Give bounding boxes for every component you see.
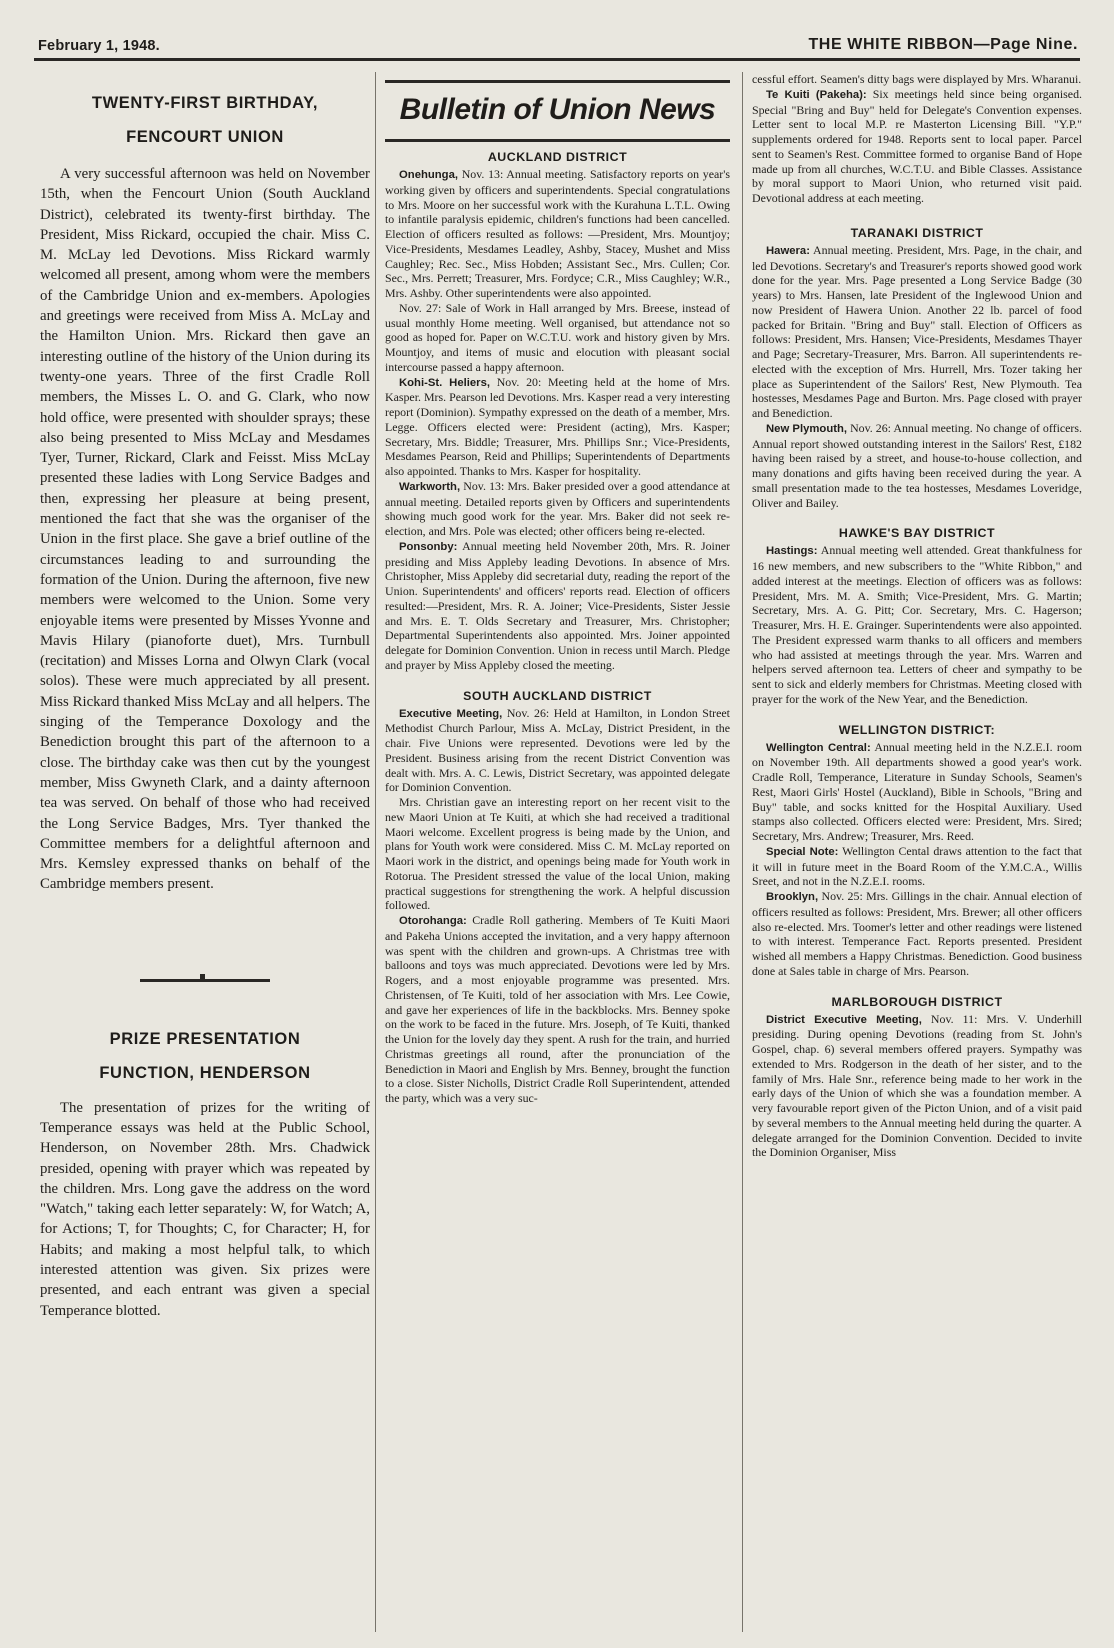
report-paragraph (752, 421, 1082, 511)
article-title: PRIZE PRESENTATION (109, 1029, 301, 1048)
report-paragraph (752, 72, 1082, 87)
report-text: cessful effort. Seamen's ditty bags were displayed by Mrs. Wharanui. (752, 72, 1082, 86)
district-section (752, 226, 1082, 519)
union-name: District Executive Meeting, (766, 1013, 922, 1026)
union-name: Te Kuiti (Pakeha): (766, 88, 867, 101)
report-text: Nov. 20: Meeting held at the home of Mrs. Kasper. Mrs. Pearson led Devotions. Mrs. Kasper read a very interesting report (Dominion). Sympathy expressed on the death of a member, Mrs. Legge. Officers elected were: President (acting), Mrs. Kasper; Secretary, Mrs. Biddle; Treasurer, Mrs. Phillips Snr.; Vice-Presidents, Mesdames Pearson, Reid and Phillips; Superintendents of Departments also appointed. Thanks to Mrs. Kasper for hospitality. (385, 374, 730, 478)
right-column (752, 72, 1082, 1168)
middle-column (385, 72, 730, 1114)
report-paragraph (385, 167, 730, 301)
report-paragraph (385, 375, 730, 479)
report-text: Nov. 25: Mrs. Gillings in the chair. Annual election of officers resulted as follows: President, Mrs. Brewer; all other officers also re-elected. Mrs. Toomer's letter and other readings were listened to with interest. Temperance Fact. Reports presented. President wished all members a Happy Christmas. Benediction. Good business done at Sales table in charge of Mrs. Pearson. (752, 889, 1082, 978)
union-name: New Plymouth, (766, 422, 848, 435)
report-text: Nov. 26: Annual meeting. No change of officers. Annual report showed outstanding interest in the Sailors' Rest, £182 having been raised by a street, and house-to-house collection, and many donations and gifts having been received during the year. A small presentation made to the tea hostesses, Mesdames Loveridge, Oliver and Bailey. (752, 420, 1082, 510)
report-text: Six meetings held since being organised. Special "Bring and Buy" held for Delegate's Convention expenses. Letter sent to local M.P. re Masterton Licensing Bill. "Y.P." supplements ordered for 1948. Reports sent to local paper. Parcel sent to Seamen's Rest. Committee formed to organise Band of Hope made up from all churches, W.C.T.U. and Bible Classes. Assistance by moral support to Maori Union, who returned visit paid. Devotional address at each meeting. (752, 86, 1082, 205)
district-section (752, 995, 1082, 1169)
report-paragraph (385, 301, 730, 375)
report-paragraph (385, 479, 730, 539)
union-name: Hawera: (766, 244, 810, 257)
report-text: Annual meeting held in the N.Z.E.I. room on November 19th. All departments showed a good year's work. Cradle Roll, Temperance, Literature in Sunday Schools, Seamen's Rest, Maori Girls' Hostel (Auckland), Bible in Schools, "Bring and Buy" table, and socks knitted for the Hospital Auxiliary. Used stamps also collected. Officers elected were: President, Mrs. Sired; Secretary, Mrs. Andrew; Treasurer, Mrs. Reed. (752, 739, 1082, 843)
district-heading: HAWKE'S BAY DISTRICT (838, 526, 996, 541)
union-name: Wellington Central: (766, 741, 871, 754)
report-paragraph (752, 243, 1082, 421)
report-text: Wellington Cental draws attention to the fact that it will in future meet in the Board Room of the Y.M.C.A., Willis Sreet, and not in the N.Z.E.I. rooms. (752, 843, 1082, 889)
page-label: THE WHITE RIBBON—Page Nine. (808, 36, 1078, 53)
left-column (40, 72, 370, 1321)
article-title: TWENTY-FIRST BIRTHDAY, (91, 94, 319, 112)
district-heading: AUCKLAND DISTRICT (487, 150, 628, 164)
report-paragraph (752, 889, 1082, 979)
report-paragraph (385, 706, 730, 796)
report-text: Nov. 13: Mrs. Baker presided over a good attendance at annual meeting. Detailed reports given by Officers and superintendents showing much good work for the year. Mrs. Baker did not seek re-election, and Mrs. Pole was elected; other officers being re-elected. (385, 478, 730, 538)
union-name: Kohi-St. Heliers, (399, 376, 490, 389)
district-section (385, 150, 730, 681)
divider-ornament (140, 979, 270, 982)
report-text: Nov. 13: Annual meeting. Satisfactory reports on year's working given by officers and superintendents. Special congratulations to Mrs. Moore on her successful work with the Kurahuna L.T.L. Owing to infantile paralysis epidemic, children's functions had been cancelled. Election of officers resulted as follows: —President, Mrs. Mountjoy; Vice-Presidents, Mesdames Leadley, Ashby, Stacey, Mushet and Miss Caughley; Rec. Sec., Miss Hobden; Assistant Sec., Mrs. Cullen; Cor. Sec., Mrs. Perrett; Treasurer, Mrs. Fordyce; C.R., Miss Caughley; W.R., Mrs. Ashby. Other superintendents were also appointed. (385, 167, 730, 300)
report-text: Mrs. Christian gave an interesting report on her recent visit to the new Maori Union at Te Kuiti, at which she had received a traditional Maori welcome. Excellent progress is being made by the Union, and plans for Youth work were considered. Miss C. M. McLay reported on Maori work in the district, and openings being made for Youth work in Rotorua. The President stressed the value of the local Union, making practical suggestions for strengthening the work. A helpful discussion followed. (385, 795, 730, 913)
report-text: Nov. 27: Sale of Work in Hall arranged by Mrs. Breese, instead of usual monthly Home meeting. Well organised, but attendance not so good as hoped for. Paper on W.C.T.U. work and history given by Mrs. Mountjoy, and items of music and elocution with pleasant social intercourse passed a happy afternoon. (385, 300, 730, 374)
report-paragraph (385, 795, 730, 913)
column-divider (375, 72, 376, 1632)
report-text: Nov. 11: Mrs. V. Underhill presiding. During opening Devotions (reading from St. John's Gospel, chap. 6) several members offered prayers. Sympathy was extended to Mrs. Rodgerson in the death of her sister, and to the family of Mrs. Hale Snr., reference being made to her work in the early days of the Union of which she was a foundation member. A very favourable report given of the Picton Union, and of a visit paid by several members to the Annual meeting held during the quarter. A delegate arranged for the Dominion Convention. Decided to invite the Dominion Organiser, Miss (752, 1011, 1082, 1160)
report-text: Annual meeting. President, Mrs. Page, in the chair, and led Devotions. Secretary's and Treasurer's reports showed good work done for the year. Mrs. Page presented a Long Service Badge (30 years) to Mrs. Hansen, late President of the Inglewood Union and now President of Hawera Union. Another 22 lb. parcel of food packed for Britain. "Bring and Buy" stall. Election of Officers as follows: President, Mrs. Hansen; Vice-Presidents, Mesdames Thayer and Page; Secretary-Treasurer, Mrs. Barron. All superintendents re-elected with the exception of Mrs. Hurrell, Mrs. Tozer taking her place as Superintendent of the Sailors' Rest, New Plymouth. Tea hostesses, Mesdames Page and Burton. Mrs. Page closed with prayer and Benediction. (752, 242, 1082, 420)
union-name: Otorohanga: (399, 915, 467, 927)
report-paragraph (385, 913, 730, 1106)
district-heading: MARLBOROUGH DISTRICT (831, 994, 1003, 1009)
report-text: Nov. 26: Held at Hamilton, in London Street Methodist Church Parlour, Miss A. McLay, District President, in the chair. Five Unions were represented. Devotions were led by the President. Business arising from the recent District Convention was dealt with. Mrs. A. C. Lewis, District Secretary, was appointed delegate for Dominion Convention. (385, 705, 730, 795)
district-section (752, 723, 1082, 987)
union-name: Ponsonby: (399, 540, 458, 553)
union-name: Special Note: (766, 845, 839, 858)
article-title: FUNCTION, HENDERSON (99, 1063, 311, 1082)
report-paragraph (385, 539, 730, 673)
union-name: Warkworth, (399, 480, 461, 493)
column-divider (742, 72, 743, 1632)
district-sections (385, 150, 730, 1114)
continued-report (752, 72, 1082, 218)
report-text: Annual meeting held November 20th, Mrs. R. Joiner presiding and Miss Appleby leading Devotions. In absence of Mrs. Christopher, Miss Appleby did secretarial duty, reading the report of the Union. Superintendents' and officers' reports read. Election of officers resulted:—President, Mrs. R. A. Joiner; Vice-Presidents, Sister Jessie and Mrs. E. T. Olds Secretary and Treasurer, Mrs. Christopher; Departmental Superintendents also appointed. Mrs. Joiner appointed delegate for Dominion Convention. Union in recess until March. Pledge and prayer by Miss Appleby closed the meeting. (385, 538, 730, 672)
district-heading: WELLINGTON DISTRICT: (838, 722, 996, 737)
header-rule (34, 58, 1080, 61)
report-text: Cradle Roll gathering. Members of Te Kuiti Maori and Pakeha Unions accepted the invitation, and a very happy afternoon was spent with the children and grown-ups. A Christmas tree with balloons and toys was much appreciated. Devotions were led by Mrs. Rogers, and a most enjoyable programme was presented. Mrs. Christensen, of Te Kuiti, told of her association with Mrs. Lee Cowie, and gave her experiences of life in the backblocks. Mrs. Benney spoke on the work to be faced in the future. Mrs. Joseph, of Te Kuiti, thanked the Union for the lovely day they spent. A rush for the train, and hurried Christmas greetings all round, after the pronunciation of the Benediction in Maori and English by Mrs. Benney, brought the function to a close. Sister Nicholls, District Cradle Roll Superintendent, attended the party, which was a very suc- (385, 913, 730, 1105)
report-paragraph (752, 543, 1082, 706)
report-paragraph (752, 844, 1082, 889)
district-sections (752, 226, 1082, 1168)
report-text: Annual meeting well attended. Great thankfulness for 16 new members, and new subscribers to the "White Ribbon," and added interest at the meetings. Election of officers was as follows: President, Mrs. M. A. Smith; Vice-President, Mrs. G. Martin; Secretary, Mrs. A. G. Pitt; Cor. Secretary, Mrs. C. Hagerson; Treasurer, Mrs. H. E. Grainger. Superintendents were also appointed. The President expressed warm thanks to all officers and members who had assisted at meetings through the year. Mrs. Warren and helpers served afternoon tea. Letters of cheer and sympathy to be sent to sick and elderly members for Christmas. Meeting closed with prayer for the work of the New Year, and the Benediction. (752, 543, 1082, 706)
bulletin-title: Bulletin of Union News (385, 80, 730, 142)
page-header (38, 22, 1078, 54)
article-body: A very successful afternoon was held on November 15th, when the Fencourt Union (South Auckland District), celebrated its twenty-first birthday. The President, Miss Rickard, occupied the chair. Miss C. M. McLay led Devotions. Miss Rickard warmly welcomed all present, among whom were the members of the Cambridge Union and ex-members. Apologies and greetings were received from Miss A. McLay and the Hamilton Union. Mrs. Rickard then gave an interesting outline of the history of the Union during its twenty-one years. Three of the first Cradle Roll members, the Misses L. O. and G. Clark, who now hold office, were presented with shoulder sprays; these also being presented to Miss McLay and Mesdames Tyer, Turner, Rickard, Clark and Feisst. Miss McLay presented these ladies with Long Service Badges and then, expressing her pleasure at being present, mentioned the fact that she was the organiser of the Union in the first place. She gave a brief outline of the circumstances leading to and surrounding the formation of the Union. During the afternoon, five new members were welcomed to the Union. Some very enjoyable items were presented by Misses Yvonne and Mavis Hilary (pianoforte duet), Mrs. Turnbull (recitation) and Misses Lorna and Olwyn Clark (vocal solos). These were much appreciated by all present. Miss Rickard thanked Miss McLay and all helpers. The singing of the Temperance Doxology and the Benediction brought this part of the afternoon to a close. The birthday cake was then cut by the youngest member, Miss Gwyneth Clark, and a dainty afternoon tea was served. On behalf of those who had received the Long Service Badges, Mrs. Tyer thanked the Committee members for a delightful afternoon and Mrs. Kemsley expressed thanks on behalf of the Cambridge members present. (40, 166, 370, 893)
report-paragraph (752, 87, 1082, 206)
issue-date: February 1, 1948. (38, 38, 160, 54)
union-name: Onehunga, (399, 169, 458, 181)
report-paragraph (752, 1012, 1082, 1161)
union-name: Hastings: (766, 545, 818, 558)
district-section (385, 689, 730, 1114)
article-body: The presentation of prizes for the writing of Temperance essays was held at the Public School, Henderson, on November 28th. Mrs. Chadwick presided, opening with prayer which was repeated by the children. Mrs. Long gave the address on the word "Watch," taking each letter separately: W, for Watch; A, for Actions; T, for Thoughts; C, for Character; H, for Habits; and making a most helpful talk, to which interested attention was given. Six prizes were presented, and each entrant was given a special Temperance blotted. (40, 1099, 370, 1319)
district-section (752, 526, 1082, 714)
report-paragraph (752, 740, 1082, 844)
district-heading: TARANAKI DISTRICT (850, 225, 984, 240)
union-name: Executive Meeting, (399, 707, 503, 720)
district-heading: SOUTH AUCKLAND DISTRICT (463, 688, 652, 703)
article-title: FENCOURT UNION (126, 128, 284, 146)
union-name: Brooklyn, (766, 891, 819, 903)
